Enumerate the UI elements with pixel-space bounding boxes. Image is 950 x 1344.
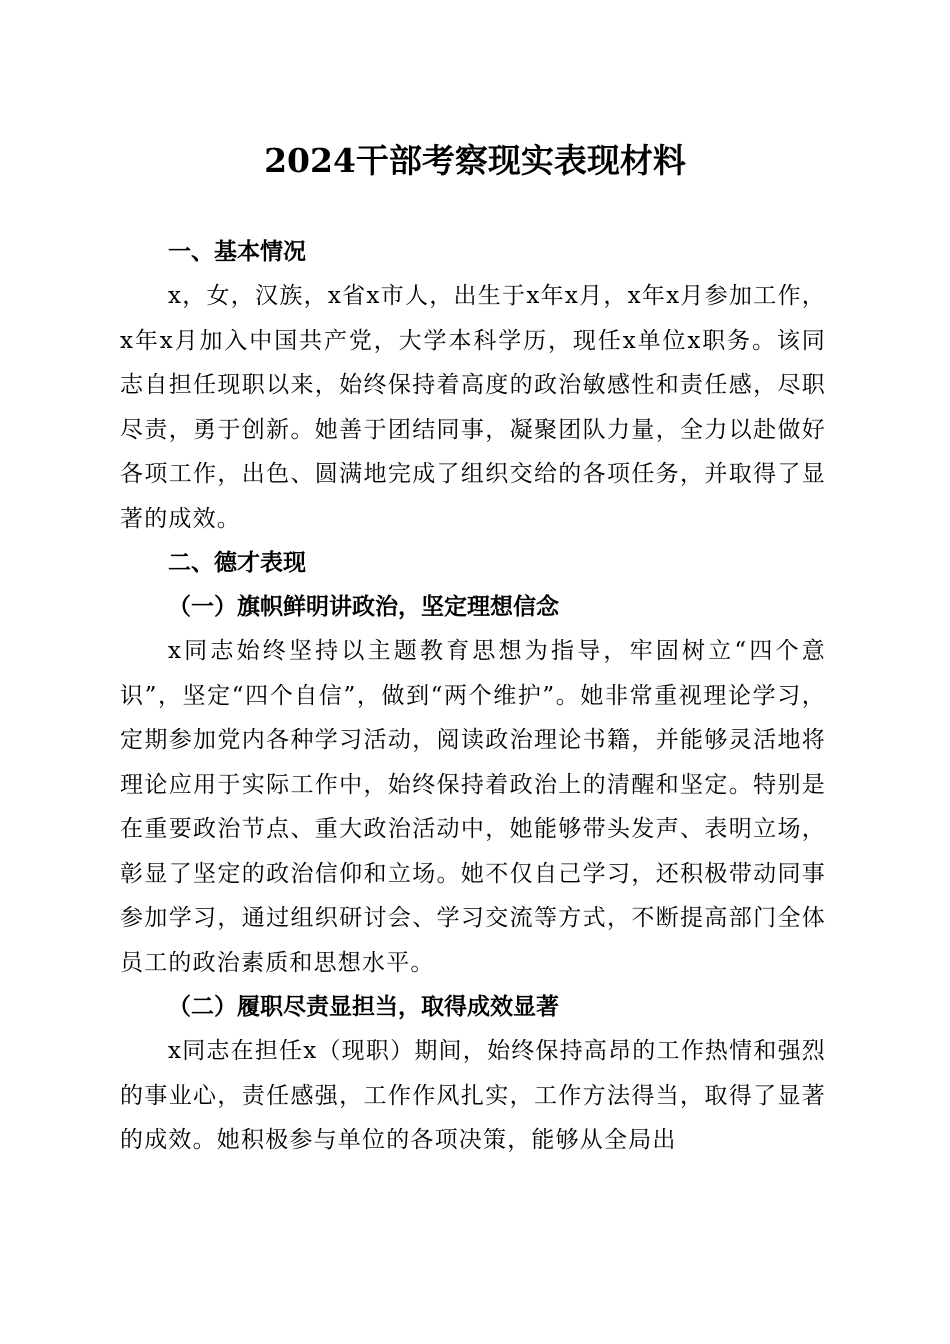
- subsection-heading-politics: （一）旗帜鲜明讲政治，坚定理想信念: [168, 593, 559, 620]
- subsection-heading-duties: （二）履职尽责显担当，取得成效显著: [168, 993, 559, 1020]
- section-heading-basic-info: 一、基本情况: [168, 239, 306, 265]
- basic-info-paragraph: x，女，汉族，x省x市人，出生于x年x月，x年x月参加工作，x年x月加入中国共产党，大学本科学历，现任x单位x职务。该同志自担任现职以来，始终保持着高度的政治敏感性和责任感，尽职尽责，勇于创新。她善于团结同事，凝聚团队力量，全力以赴做好各项工作，出色、圆满地完成了组织交给的各项任务，并取得了显著的成效。: [120, 283, 826, 532]
- politics-paragraph: x同志始终坚持以主题教育思想为指导，牢固树立“四个意识”，坚定“四个自信”，做到“两个维护”。她非常重视理论学习，定期参加党内各种学习活动，阅读政治理论书籍，并能够灵活地将理论应用于实际工作中，始终保持着政治上的清醒和坚定。特别是在重要政治节点、重大政治活动中，她能够带头发声、表明立场，彰显了坚定的政治信仰和立场。她不仅自己学习，还积极带动同事参加学习，通过组织研讨会、学习交流等方式，不断提高部门全体员工的政治素质和思想水平。: [120, 638, 826, 976]
- document-body: [120, 230, 826, 1163]
- section-heading-performance: 二、德才表现: [168, 550, 306, 576]
- duties-paragraph: x同志在担任x（现职）期间，始终保持高昂的工作热情和强烈的事业心，责任感强，工作作风扎实，工作方法得当，取得了显著的成效。她积极参与单位的各项决策，能够从全局出: [120, 1038, 826, 1153]
- document-title: 2024干部考察现实表现材料: [264, 141, 686, 180]
